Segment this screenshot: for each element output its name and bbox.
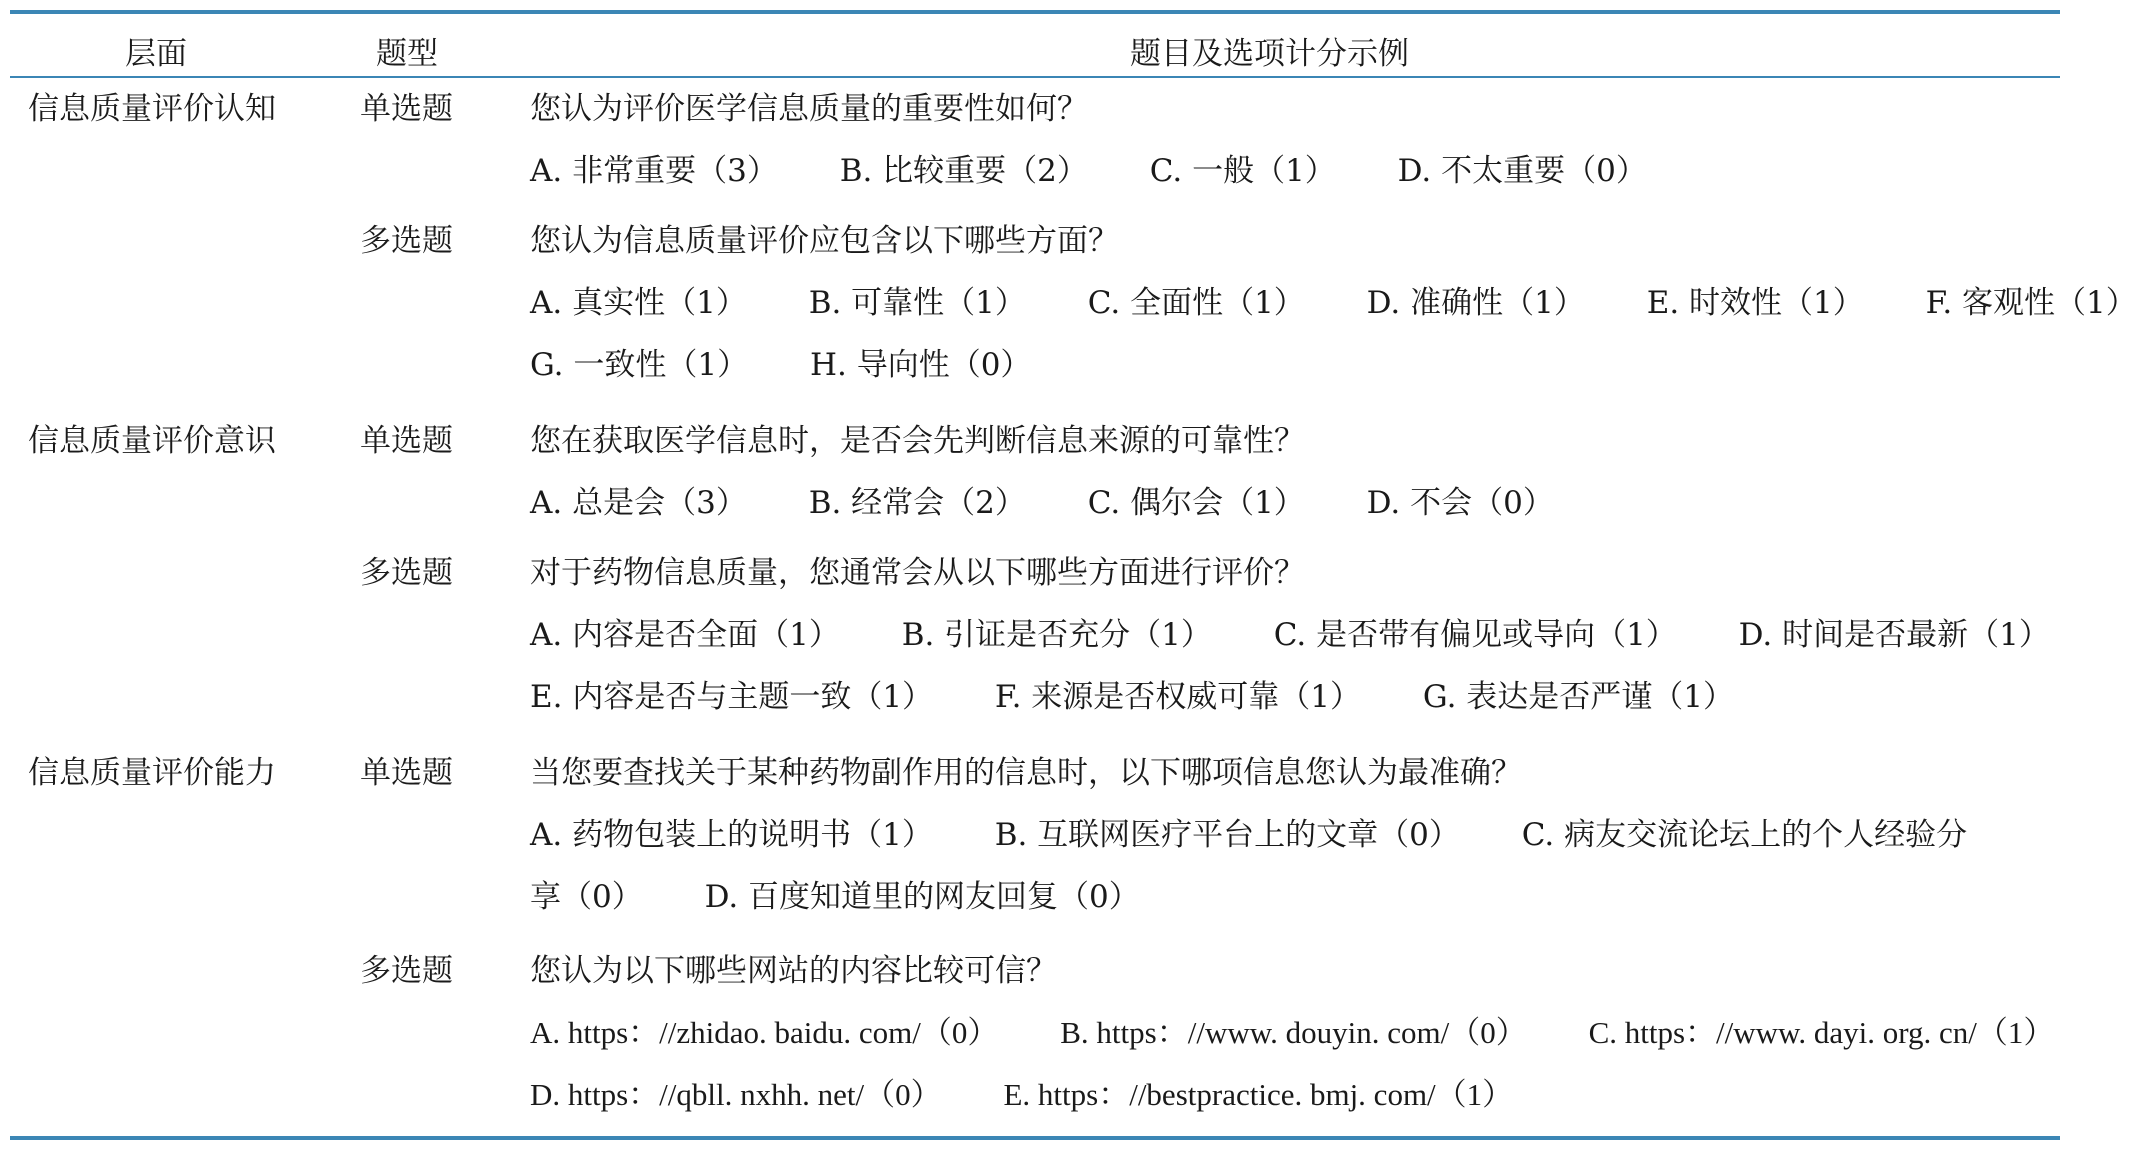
level-cell: 信息质量评价认知 bbox=[28, 91, 276, 127]
options-line bbox=[530, 1064, 2050, 1126]
question-cell bbox=[530, 542, 2050, 728]
option: 享（0） bbox=[530, 879, 643, 915]
header-type: 题型 bbox=[376, 36, 438, 72]
header-example: 题目及选项计分示例 bbox=[1130, 36, 1409, 72]
type-cell: 单选题 bbox=[360, 91, 453, 127]
option: D. 时间是否最新（1） bbox=[1738, 617, 2050, 653]
options-line bbox=[530, 804, 2050, 866]
option: F. 来源是否权威可靠（1） bbox=[994, 679, 1362, 715]
type-cell: 多选题 bbox=[360, 223, 453, 259]
option: F. 客观性（1） bbox=[1925, 285, 2137, 321]
table-bottom-rule bbox=[10, 1136, 2060, 1140]
option: A. https：//zhidao. baidu. com/（0） bbox=[530, 1015, 999, 1050]
options-line bbox=[530, 272, 2137, 334]
options-line bbox=[530, 866, 2050, 928]
type-cell: 多选题 bbox=[360, 555, 453, 591]
question-cell bbox=[530, 78, 2050, 202]
table-header-row bbox=[10, 14, 2060, 76]
option: D. https：//qbll. nxhh. net/（0） bbox=[530, 1077, 942, 1112]
option: D. 不太重要（0） bbox=[1397, 153, 1647, 189]
option: G. 一致性（1） bbox=[530, 347, 749, 383]
option: C. 病友交流论坛上的个人经验分 bbox=[1521, 817, 1968, 853]
question-text: 您认为评价医学信息质量的重要性如何？ bbox=[530, 91, 1088, 127]
option: D. 百度知道里的网友回复（0） bbox=[704, 879, 1140, 915]
option: C. 偶尔会（1） bbox=[1087, 485, 1305, 521]
question-cell bbox=[530, 742, 2050, 928]
options-line bbox=[530, 666, 2050, 728]
option: C. https：//www. dayi. org. cn/（1） bbox=[1588, 1015, 2055, 1050]
option: A. 非常重要（3） bbox=[530, 153, 778, 189]
option: D. 准确性（1） bbox=[1366, 285, 1585, 321]
question-cell bbox=[530, 410, 2050, 534]
option: A. 总是会（3） bbox=[530, 485, 747, 521]
option: B. 比较重要（2） bbox=[839, 153, 1088, 189]
option: B. 引证是否充分（1） bbox=[901, 617, 1212, 653]
option: D. 不会（0） bbox=[1366, 485, 1554, 521]
option: E. 内容是否与主题一致（1） bbox=[530, 679, 934, 715]
option: B. https：//www. douyin. com/（0） bbox=[1060, 1015, 1527, 1050]
type-cell: 单选题 bbox=[360, 423, 453, 459]
option: H. 导向性（0） bbox=[809, 347, 1032, 383]
options-line bbox=[530, 472, 2050, 534]
question-text: 对于药物信息质量，您通常会从以下哪些方面进行评价？ bbox=[530, 555, 1305, 591]
option: C. 是否带有偏见或导向（1） bbox=[1273, 617, 1677, 653]
option: E. 时效性（1） bbox=[1646, 285, 1864, 321]
question-text: 您在获取医学信息时，是否会先判断信息来源的可靠性？ bbox=[530, 423, 1305, 459]
question-text: 您认为信息质量评价应包含以下哪些方面？ bbox=[530, 223, 1119, 259]
options-line bbox=[530, 1002, 2055, 1064]
level-cell: 信息质量评价意识 bbox=[28, 423, 276, 459]
option: B. 可靠性（1） bbox=[808, 285, 1026, 321]
option: B. 互联网医疗平台上的文章（0） bbox=[994, 817, 1460, 853]
type-cell: 多选题 bbox=[360, 953, 453, 989]
question-text: 您认为以下哪些网站的内容比较可信？ bbox=[530, 953, 1057, 989]
options-line bbox=[530, 140, 2050, 202]
options-line bbox=[530, 604, 2050, 666]
scoring-table bbox=[10, 10, 2137, 1140]
option: G. 表达是否严谨（1） bbox=[1422, 679, 1734, 715]
option: C. 全面性（1） bbox=[1087, 285, 1305, 321]
options-line bbox=[530, 334, 2050, 396]
option: A. 真实性（1） bbox=[530, 285, 747, 321]
level-cell: 信息质量评价能力 bbox=[28, 755, 276, 791]
option: A. 药物包装上的说明书（1） bbox=[530, 817, 933, 853]
question-text: 当您要查找关于某种药物副作用的信息时，以下哪项信息您认为最准确？ bbox=[530, 755, 1522, 791]
option: C. 一般（1） bbox=[1149, 153, 1336, 189]
option: E. https：//bestpractice. bmj. com/（1） bbox=[1003, 1077, 1514, 1112]
option: A. 内容是否全面（1） bbox=[530, 617, 840, 653]
question-cell bbox=[530, 210, 2137, 396]
option: B. 经常会（2） bbox=[808, 485, 1026, 521]
type-cell: 单选题 bbox=[360, 755, 453, 791]
header-level: 层面 bbox=[125, 36, 187, 72]
question-cell bbox=[530, 940, 2055, 1126]
